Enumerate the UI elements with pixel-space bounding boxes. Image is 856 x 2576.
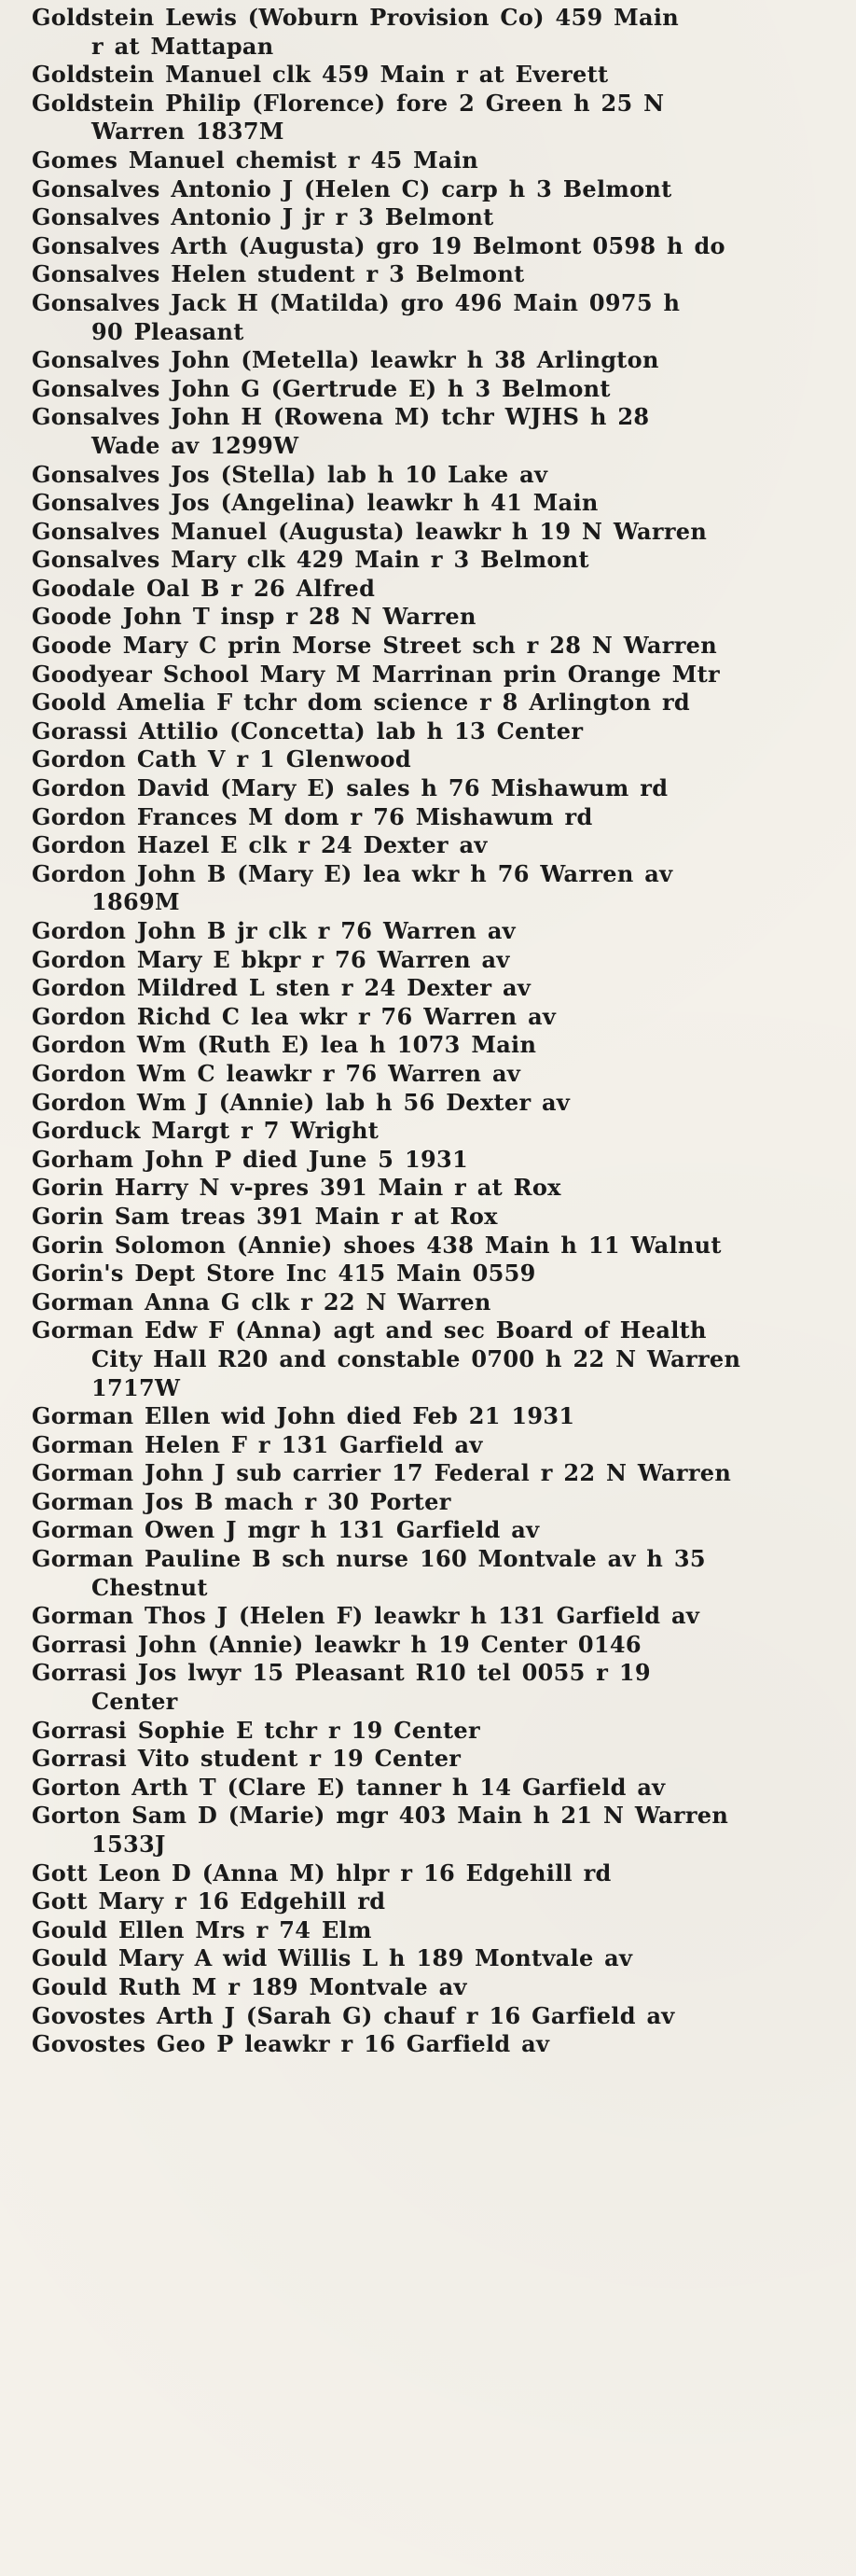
entry-first-line: Gorin's Dept Store Inc 415 Main 0559 — [32, 1260, 536, 1288]
directory-entry — [32, 1232, 832, 1260]
entry-first-line: Gonsalves Manuel (Augusta) leawkr h 19 N Warren — [32, 517, 708, 545]
directory-entry — [32, 860, 832, 917]
entry-first-line: Gordon Wm (Ruth E) lea h 1073 Main — [32, 1031, 537, 1059]
directory-entry — [32, 1459, 832, 1488]
directory-entry — [32, 1631, 832, 1660]
directory-entry — [32, 689, 832, 717]
directory-entry — [32, 4, 832, 61]
directory-entry — [32, 831, 832, 860]
entry-first-line: Gordon Mildred L sten r 24 Dexter av — [32, 974, 532, 1002]
directory-entry — [32, 403, 832, 460]
entry-first-line: Gorduck Margt r 7 Wright — [32, 1117, 380, 1145]
entry-continuation-line: Warren 1837M — [91, 118, 284, 146]
directory-entry — [32, 1802, 832, 1859]
directory-entry — [32, 346, 832, 375]
directory-entry — [32, 1516, 832, 1545]
entry-first-line: Gonsalves Antonio J (Helen C) carp h 3 Belmont — [32, 174, 672, 202]
entry-first-line: Gorassi Attilio (Concetta) lab h 13 Center — [32, 717, 584, 745]
directory-entry — [32, 1031, 832, 1060]
entry-first-line: Gorrasi John (Annie) leawkr h 19 Center 0146 — [32, 1630, 642, 1658]
directory-entry — [32, 1260, 832, 1288]
entry-first-line: Gorham John P died June 5 1931 — [32, 1145, 468, 1173]
directory-entry — [32, 1288, 832, 1317]
directory-entry — [32, 546, 832, 575]
entry-first-line: Gorrasi Vito student r 19 Center — [32, 1745, 462, 1773]
directory-entry — [32, 1174, 832, 1203]
directory-entry — [32, 146, 832, 175]
directory-entry — [32, 489, 832, 518]
directory-entry — [32, 1431, 832, 1460]
entry-first-line: Goldstein Manuel clk 459 Main r at Everett — [32, 61, 609, 89]
entry-first-line: Gordon Cath V r 1 Glenwood — [32, 745, 411, 773]
entry-first-line: Gordon John B jr clk r 76 Warren av — [32, 917, 516, 944]
entry-first-line: Gorman Edw F (Anna) agt and sec Board of Health — [32, 1316, 707, 1344]
directory-entry — [32, 1203, 832, 1232]
entry-first-line: Gonsalves John H (Rowena M) tchr WJHS h 28 — [32, 403, 650, 431]
entry-first-line: Goldstein Lewis (Woburn Provision Co) 459 Main — [32, 4, 679, 31]
directory-entry — [32, 1488, 832, 1517]
directory-entry — [32, 632, 832, 661]
directory-entry — [32, 518, 832, 547]
entry-first-line: Goode Mary C prin Morse Street sch r 28 N Warren — [32, 632, 717, 660]
entry-first-line: Gonsalves Arth (Augusta) gro 19 Belmont 0598 h do — [32, 231, 725, 259]
directory-entry — [32, 1944, 832, 1973]
directory-entry — [32, 1916, 832, 1945]
entry-continuation-line: Chestnut — [91, 1573, 208, 1601]
entry-continuation-line: 1869M — [91, 888, 180, 916]
entry-first-line: Gonsalves John G (Gertrude E) h 3 Belmont — [32, 374, 611, 402]
directory-entry — [32, 745, 832, 774]
directory-entry — [32, 1545, 832, 1602]
entry-first-line: Gordon Mary E bkpr r 76 Warren av — [32, 945, 510, 973]
directory-entry — [32, 1602, 832, 1631]
directory-entry — [32, 1973, 832, 2002]
entry-first-line: Govostes Arth J (Sarah G) chauf r 16 Garfield av — [32, 2001, 675, 2029]
entry-first-line: Goodale Oal B r 26 Alfred — [32, 574, 376, 602]
directory-entry — [32, 1859, 832, 1888]
entry-first-line: Gonsalves Antonio J jr r 3 Belmont — [32, 203, 494, 231]
entry-first-line: Gordon Richd C lea wkr r 76 Warren av — [32, 1002, 557, 1030]
entry-first-line: Gordon David (Mary E) sales h 76 Mishawum rd — [32, 774, 669, 802]
directory-entry — [32, 974, 832, 1003]
directory-entry — [32, 575, 832, 604]
entry-continuation-line: 1533J — [91, 1831, 166, 1858]
entry-first-line: Gorrasi Jos lwyr 15 Pleasant R10 tel 0055 r 19 — [32, 1659, 651, 1687]
directory-entry — [32, 1745, 832, 1774]
entry-first-line: Gordon Wm C leawkr r 76 Warren av — [32, 1059, 521, 1087]
directory-entry — [32, 1060, 832, 1089]
entry-continuation-line: r at Mattapan — [91, 32, 274, 60]
entry-first-line: Gorman Helen F r 131 Garfield av — [32, 1430, 483, 1458]
entry-first-line: Gonsalves Jack H (Matilda) gro 496 Main 0975 h — [32, 288, 681, 316]
entry-first-line: Gorman Thos J (Helen F) leawkr h 131 Garfield av — [32, 1602, 700, 1630]
directory-entry — [32, 1659, 832, 1716]
entry-first-line: Gorin Sam treas 391 Main r at Rox — [32, 1202, 498, 1230]
directory-entry — [32, 717, 832, 746]
entry-continuation-line: 90 Pleasant — [91, 317, 244, 345]
directory-entry — [32, 1402, 832, 1431]
entry-first-line: Gorman Pauline B sch nurse 160 Montvale av h 35 — [32, 1545, 706, 1573]
entry-first-line: Gould Ellen Mrs r 74 Elm — [32, 1915, 372, 1943]
directory-entry — [32, 289, 832, 346]
entry-first-line: Gorton Arth T (Clare E) tanner h 14 Garfield av — [32, 1773, 666, 1801]
entry-continuation-line: 1717W — [91, 1373, 181, 1401]
entry-first-line: Goold Amelia F tchr dom science r 8 Arlington rd — [32, 689, 690, 717]
entry-first-line: Gordon John B (Mary E) lea wkr h 76 Warren av — [32, 859, 673, 887]
directory-entry — [32, 1774, 832, 1803]
entry-first-line: Gonsalves Jos (Stella) lab h 10 Lake av — [32, 460, 548, 488]
directory-entry — [32, 375, 832, 404]
entry-first-line: Gorton Sam D (Marie) mgr 403 Main h 21 N Warren — [32, 1802, 729, 1830]
directory-entry — [32, 661, 832, 689]
entry-continuation-line: City Hall R20 and constable 0700 h 22 N Warren — [91, 1344, 741, 1372]
entry-first-line: Goodyear School Mary M Marrinan prin Orange Mtr — [32, 660, 720, 688]
entry-first-line: Gonsalves John (Metella) leawkr h 38 Arlington — [32, 346, 659, 374]
directory-entry — [32, 260, 832, 289]
directory-entry-list — [32, 4, 832, 2059]
entry-first-line: Gould Ruth M r 189 Montvale av — [32, 1972, 467, 2000]
entry-first-line: Gonsalves Mary clk 429 Main r 3 Belmont — [32, 546, 589, 574]
entry-first-line: Gorin Harry N v-pres 391 Main r at Rox — [32, 1174, 561, 1202]
directory-entry — [32, 1117, 832, 1146]
directory-entry — [32, 1717, 832, 1746]
directory-entry — [32, 1316, 832, 1402]
entry-first-line: Gonsalves Jos (Angelina) leawkr h 41 Main — [32, 489, 599, 517]
entry-first-line: Goode John T insp r 28 N Warren — [32, 603, 476, 631]
entry-first-line: Gorman Ellen wid John died Feb 21 1931 — [32, 1402, 575, 1430]
directory-entry — [32, 1146, 832, 1175]
directory-entry — [32, 1887, 832, 1916]
directory-entry — [32, 803, 832, 832]
entry-first-line: Gott Mary r 16 Edgehill rd — [32, 1887, 386, 1915]
entry-first-line: Gorman Owen J mgr h 131 Garfield av — [32, 1516, 540, 1544]
entry-first-line: Gorrasi Sophie E tchr r 19 Center — [32, 1716, 480, 1744]
directory-entry — [32, 61, 832, 90]
directory-entry — [32, 461, 832, 490]
directory-entry — [32, 774, 832, 803]
entry-first-line: Gorman Anna G clk r 22 N Warren — [32, 1288, 491, 1316]
directory-entry — [32, 175, 832, 204]
entry-first-line: Gott Leon D (Anna M) hlpr r 16 Edgehill rd — [32, 1859, 612, 1887]
directory-entry — [32, 1003, 832, 1032]
entry-first-line: Gordon Frances M dom r 76 Mishawum rd — [32, 802, 593, 830]
directory-entry — [32, 232, 832, 261]
entry-first-line: Gonsalves Helen student r 3 Belmont — [32, 260, 525, 288]
entry-first-line: Goldstein Philip (Florence) fore 2 Green h 25 N — [32, 89, 665, 117]
entry-first-line: Gorman John J sub carrier 17 Federal r 22 N Warren — [32, 1459, 732, 1487]
directory-entry — [32, 2030, 832, 2059]
directory-entry — [32, 917, 832, 946]
entry-continuation-line: Wade av 1299W — [91, 431, 299, 459]
entry-first-line: Gould Mary A wid Willis L h 189 Montvale av — [32, 1944, 633, 1972]
directory-entry — [32, 1089, 832, 1118]
directory-entry — [32, 2002, 832, 2031]
entry-first-line: Gordon Wm J (Annie) lab h 56 Dexter av — [32, 1088, 571, 1116]
entry-first-line: Gorin Solomon (Annie) shoes 438 Main h 11 Walnut — [32, 1231, 722, 1259]
directory-entry — [32, 603, 832, 632]
directory-entry — [32, 203, 832, 232]
entry-first-line: Gordon Hazel E clk r 24 Dexter av — [32, 831, 488, 859]
entry-first-line: Gomes Manuel chemist r 45 Main — [32, 146, 479, 174]
entry-continuation-line: Center — [91, 1688, 178, 1716]
directory-entry — [32, 90, 832, 146]
directory-entry — [32, 946, 832, 975]
entry-first-line: Gorman Jos B mach r 30 Porter — [32, 1487, 451, 1515]
entry-first-line: Govostes Geo P leawkr r 16 Garfield av — [32, 2030, 550, 2058]
